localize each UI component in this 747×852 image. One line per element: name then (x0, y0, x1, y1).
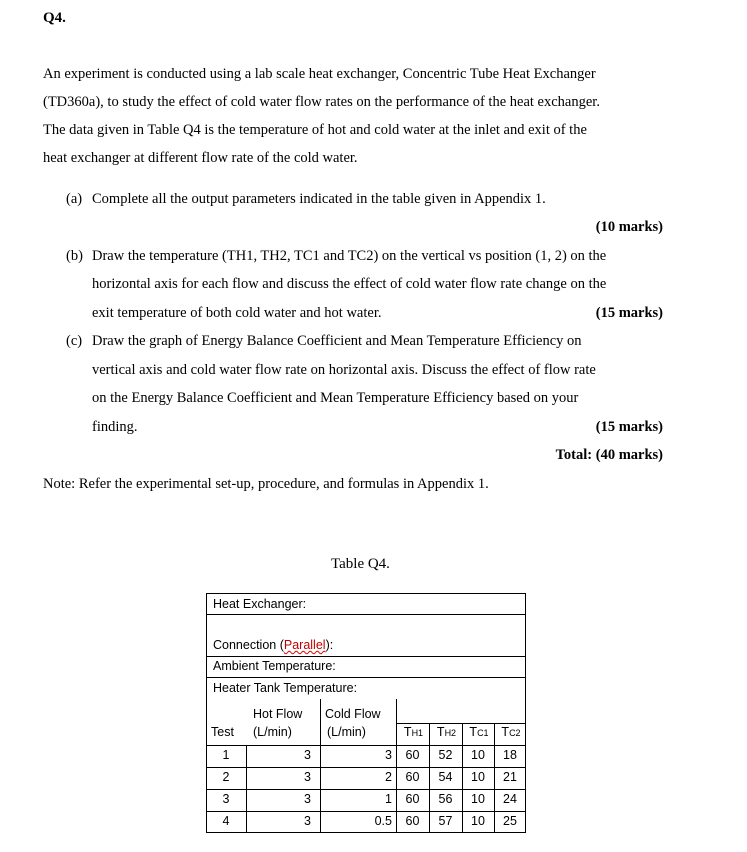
cell-th1: 60 (405, 814, 420, 828)
grid-line (494, 723, 495, 833)
part-c-label: (c) (66, 333, 83, 349)
grid-line (206, 811, 526, 812)
header-tc2: TC2 (501, 725, 521, 739)
cell-hot-flow: 3 (304, 814, 311, 828)
connection-label: Connection (Parallel): (213, 638, 334, 652)
cell-tc2: 24 (503, 792, 517, 806)
header-th2: TH2 (436, 725, 457, 739)
heater-tank-row (206, 677, 526, 699)
grid-line (206, 745, 526, 746)
grid-line (396, 699, 397, 833)
header-th1: TH1 (403, 725, 424, 739)
cell-test: 3 (222, 792, 230, 806)
header-tc1: TC1 (469, 725, 489, 739)
cell-hot-flow: 3 (304, 748, 311, 762)
grid-line (525, 699, 526, 833)
part-c-text: Draw the graph of Energy Balance Coefficient and Mean Temperature Efficiency on (92, 333, 582, 349)
cell-hot-flow: 3 (304, 770, 311, 784)
cell-tc1: 10 (471, 792, 485, 806)
question-number: Q4. (43, 10, 66, 26)
table-row (206, 767, 526, 789)
cell-cold-flow: 2 (385, 770, 392, 784)
header-cold-flow-unit: (L/min) (327, 725, 366, 739)
connection-value: Parallel (283, 638, 326, 652)
heater-tank-label: Heater Tank Temperature: (213, 681, 358, 695)
cell-tc1: 10 (471, 814, 485, 828)
grid-line (206, 832, 526, 833)
table-row (206, 789, 526, 811)
cell-tc2: 21 (503, 770, 517, 784)
cell-tc1: 10 (471, 748, 485, 762)
cell-test: 2 (222, 770, 230, 784)
header-test: Test (211, 725, 234, 739)
part-c-marks: (15 marks) (595, 419, 663, 435)
header-hot-flow: Hot Flow (253, 707, 303, 721)
cell-cold-flow: 3 (385, 748, 392, 762)
ambient-label: Ambient Temperature: (213, 659, 336, 673)
part-b-text: Draw the temperature (TH1, TH2, TC1 and TC2) on the vertical vs position (1, 2) on the (92, 248, 607, 264)
part-c-text: vertical axis and cold water flow rate on horizontal axis. Discuss the effect of flow rate (92, 362, 596, 378)
cell-tc2: 25 (503, 814, 517, 828)
cell-tc2: 18 (503, 748, 517, 762)
intro-line: The data given in Table Q4 is the temperature of hot and cold water at the inlet and exit of the (43, 122, 587, 138)
header-row (206, 699, 526, 745)
part-c-text: on the Energy Balance Coefficient and Mean Temperature Efficiency based on your (92, 390, 579, 406)
cell-th2: 54 (438, 770, 453, 784)
cell-th1: 60 (405, 748, 420, 762)
cell-test: 1 (222, 748, 230, 762)
table-row (206, 745, 526, 767)
cell-th1: 60 (405, 792, 420, 806)
grid-line (206, 699, 207, 833)
cell-cold-flow: 0.5 (374, 814, 392, 828)
cell-tc1: 10 (471, 770, 485, 784)
grid-line (429, 723, 430, 833)
grid-line (206, 767, 526, 768)
total-marks: Total: (40 marks) (555, 447, 663, 463)
table-caption: Table Q4. (331, 556, 390, 572)
cell-cold-flow: 1 (385, 792, 392, 806)
connection-row (206, 614, 526, 657)
part-c-text: finding. (92, 419, 138, 435)
grid-line (462, 723, 463, 833)
header-hot-flow-unit: (L/min) (253, 725, 292, 739)
cell-th2: 57 (438, 814, 453, 828)
note: Note: Refer the experimental set-up, procedure, and formulas in Appendix 1. (43, 476, 489, 492)
part-b-text: horizontal axis for each flow and discuss the effect of cold water flow rate change on the (92, 276, 607, 292)
cell-test: 4 (222, 814, 230, 828)
header-cold-flow: Cold Flow (325, 707, 381, 721)
heat-exchanger-label: Heat Exchanger: (213, 597, 307, 611)
grid-line (206, 789, 526, 790)
table-row (206, 811, 526, 833)
header-grid-line (396, 723, 526, 724)
part-a-marks: (10 marks) (595, 219, 663, 235)
part-a-text: Complete all the output parameters indicated in the table given in Appendix 1. (92, 191, 546, 207)
intro-line: (TD360a), to study the effect of cold water flow rates on the performance of the heat exchanger. (43, 94, 600, 110)
heat-exchanger-row (206, 593, 526, 615)
intro-line: An experiment is conducted using a lab scale heat exchanger, Concentric Tube Heat Exchanger (43, 66, 596, 82)
grid-line (320, 699, 321, 833)
cell-th2: 52 (438, 748, 453, 762)
cell-hot-flow: 3 (304, 792, 311, 806)
intro-line: heat exchanger at different flow rate of the cold water. (43, 150, 358, 166)
part-a-label: (a) (66, 191, 83, 207)
part-b-label: (b) (66, 248, 83, 264)
cell-th1: 60 (405, 770, 420, 784)
part-b-marks: (15 marks) (595, 305, 663, 321)
ambient-row (206, 656, 526, 678)
part-b-text: exit temperature of both cold water and hot water. (92, 305, 382, 321)
grid-line (246, 745, 247, 833)
cell-th2: 56 (438, 792, 453, 806)
